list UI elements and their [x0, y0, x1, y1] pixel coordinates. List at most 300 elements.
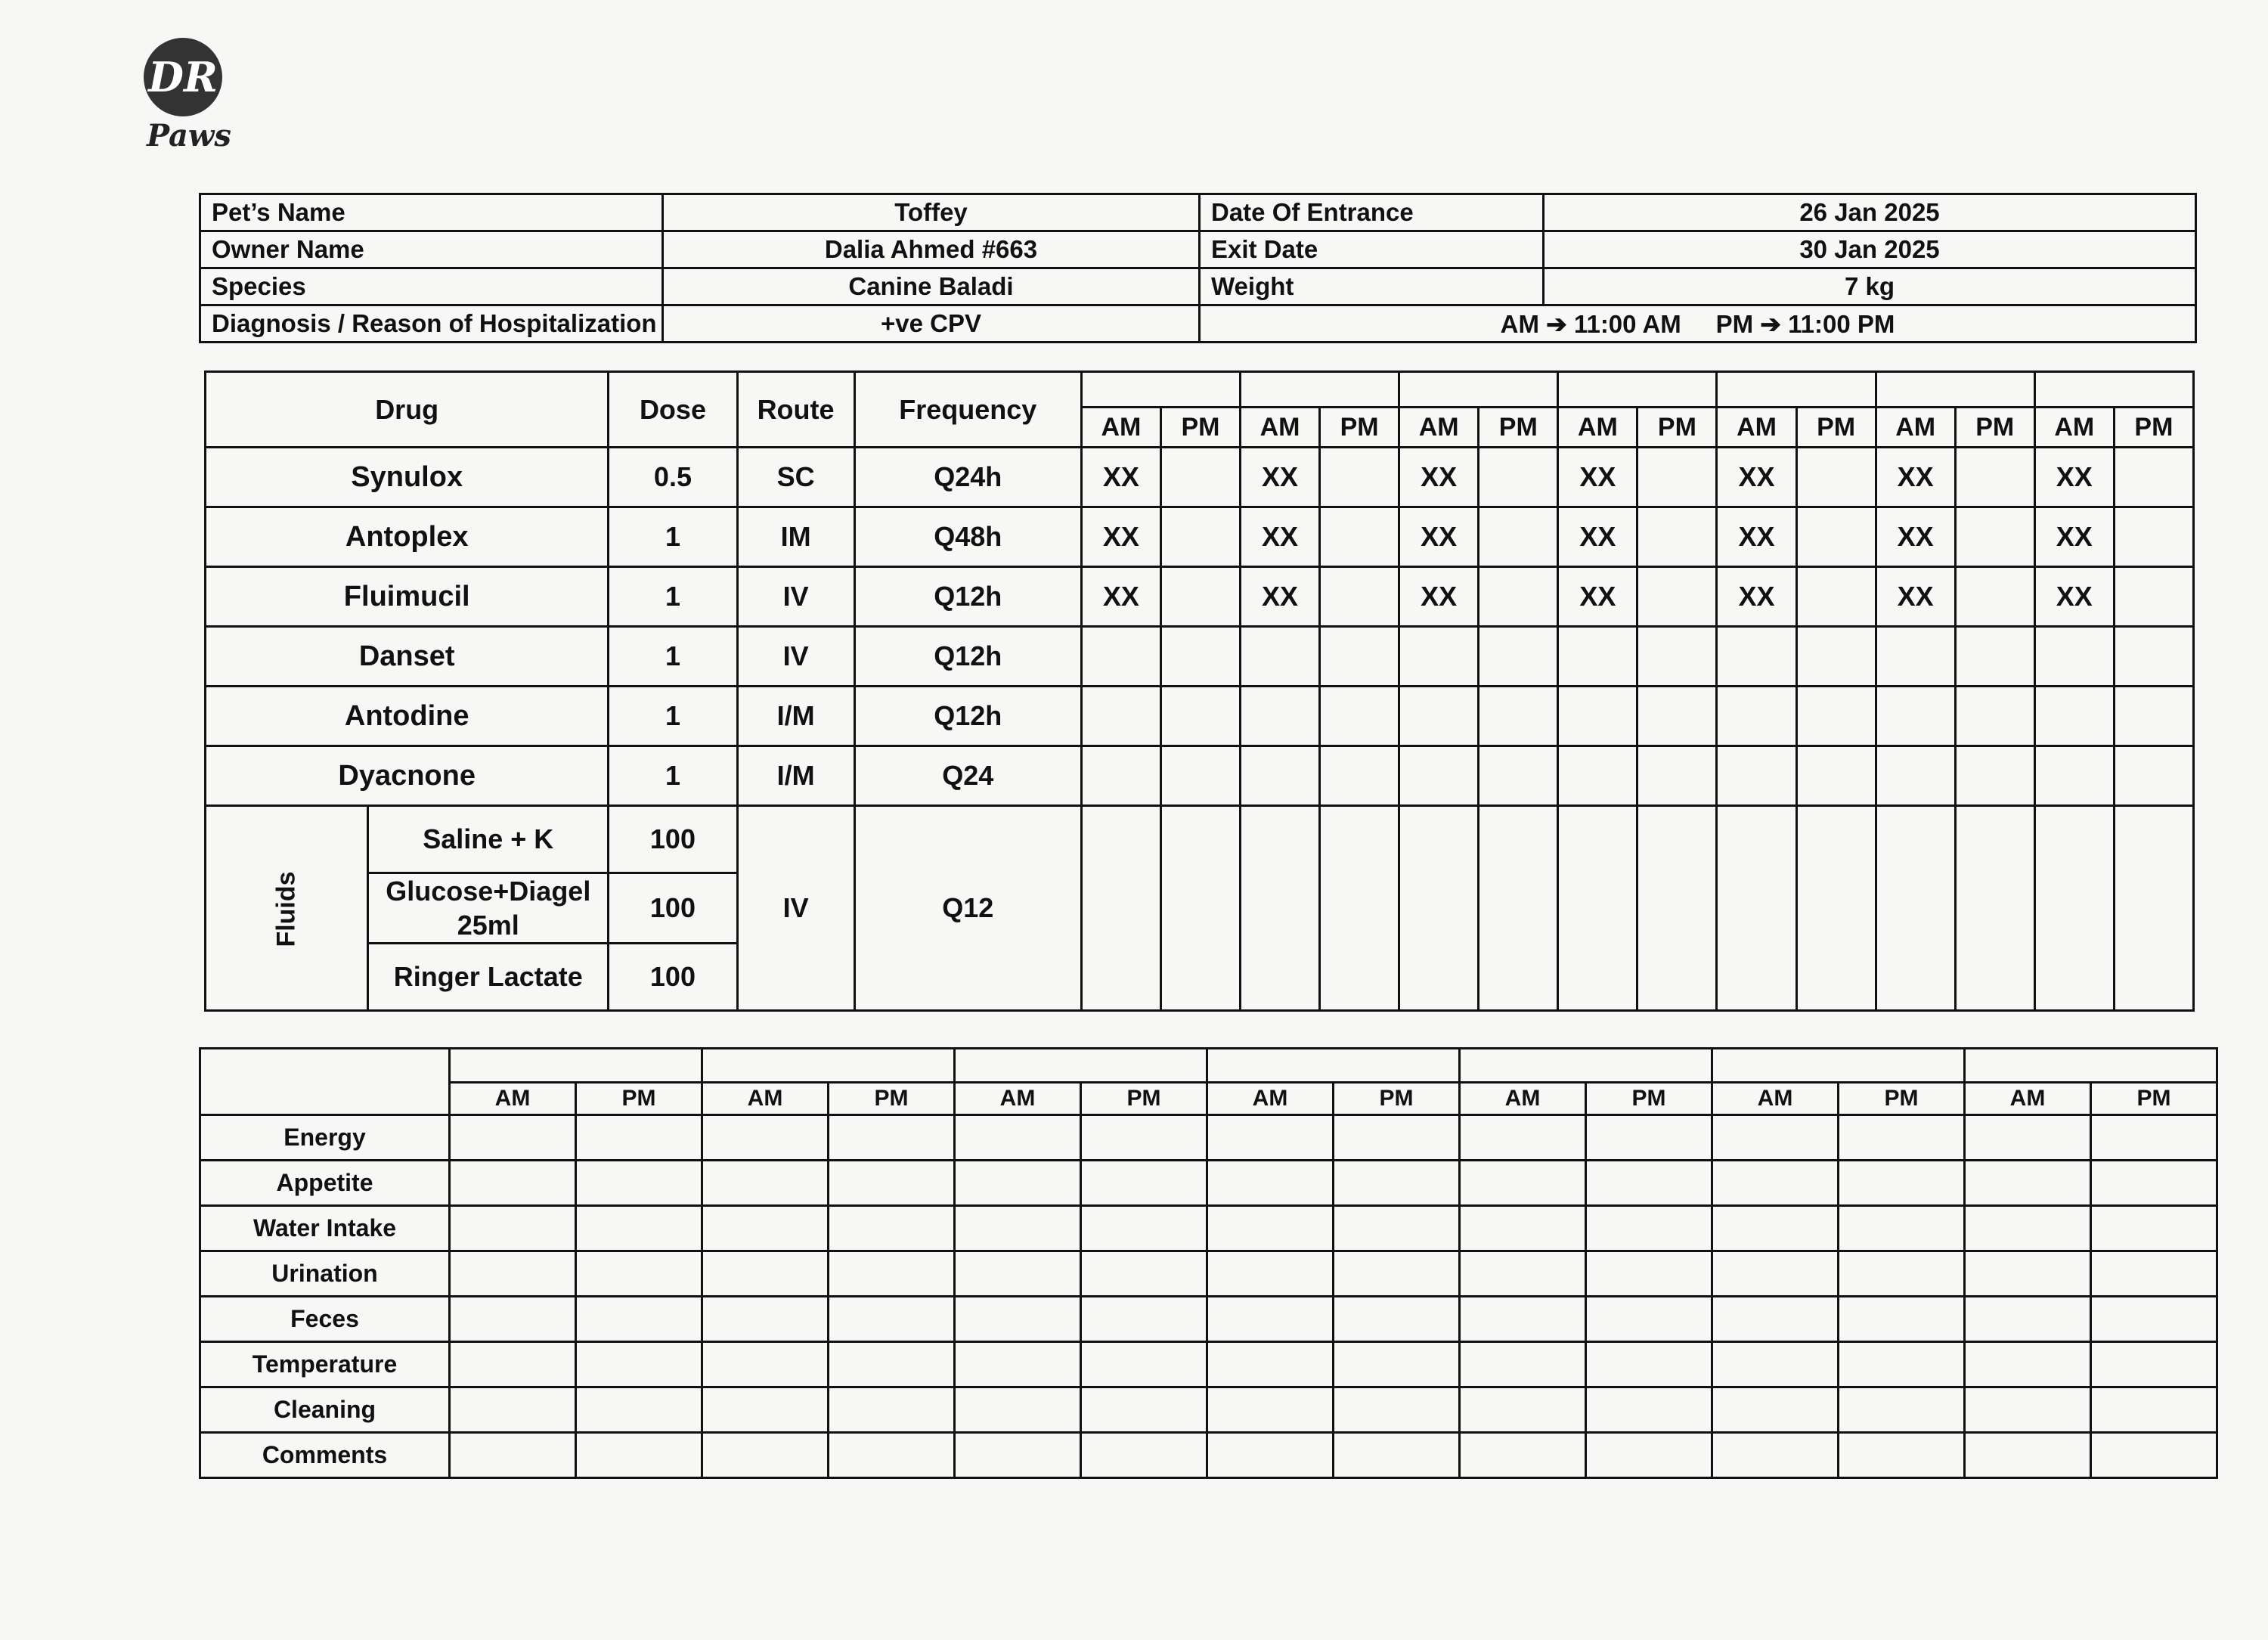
obs-row-label: Cleaning: [200, 1387, 450, 1433]
obs-entry-cell[interactable]: [1839, 1115, 1965, 1161]
drug-route: I/M: [737, 687, 854, 746]
obs-entry-cell[interactable]: [955, 1115, 1081, 1161]
obs-row-label: Appetite: [200, 1161, 450, 1206]
route-header: Route: [737, 372, 854, 448]
obs-entry-cell[interactable]: [1586, 1387, 1712, 1433]
pm-header: PM: [2114, 408, 2193, 448]
obs-entry-cell[interactable]: [1460, 1251, 1586, 1297]
am-header: AM: [1399, 408, 1479, 448]
dose-check-cell[interactable]: [2114, 448, 2193, 507]
dose-check-cell[interactable]: [2114, 627, 2193, 687]
dose-check-cell[interactable]: XX: [1558, 567, 1637, 627]
dose-check-cell[interactable]: XX: [1081, 507, 1160, 567]
dose-check-cell[interactable]: XX: [1558, 448, 1637, 507]
dose-check-cell[interactable]: [1717, 687, 1796, 746]
dose-check-cell[interactable]: [1241, 627, 1320, 687]
dose-check-cell[interactable]: [1399, 687, 1479, 746]
dose-check-cell[interactable]: [1081, 627, 1160, 687]
dose-check-cell[interactable]: [1637, 567, 1717, 627]
dose-check-cell[interactable]: XX: [1241, 448, 1320, 507]
dose-check-cell[interactable]: [2034, 746, 2114, 806]
obs-entry-cell[interactable]: [955, 1342, 1081, 1387]
obs-entry-cell[interactable]: [702, 1342, 829, 1387]
obs-day-header[interactable]: [1460, 1049, 1712, 1083]
obs-entry-cell[interactable]: [450, 1433, 576, 1478]
obs-entry-cell[interactable]: [1965, 1206, 2091, 1251]
obs-entry-cell[interactable]: [955, 1297, 1081, 1342]
obs-entry-cell[interactable]: [1207, 1387, 1334, 1433]
dose-check-cell[interactable]: [1479, 567, 1558, 627]
obs-entry-cell[interactable]: [2091, 1251, 2217, 1297]
obs-entry-cell[interactable]: [450, 1251, 576, 1297]
drug-route: SC: [737, 448, 854, 507]
obs-entry-cell[interactable]: [1839, 1342, 1965, 1387]
fluid-check-cell[interactable]: [1955, 806, 2034, 1011]
fluid-check-cell[interactable]: [1558, 806, 1637, 1011]
obs-entry-cell[interactable]: [1839, 1161, 1965, 1206]
dose-check-cell[interactable]: XX: [1241, 567, 1320, 627]
obs-entry-cell[interactable]: [1839, 1206, 1965, 1251]
obs-entry-cell[interactable]: [1207, 1115, 1334, 1161]
obs-entry-cell[interactable]: [1586, 1251, 1712, 1297]
obs-entry-cell[interactable]: [2091, 1342, 2217, 1387]
fluid-check-cell[interactable]: [1637, 806, 1717, 1011]
obs-entry-cell[interactable]: [702, 1115, 829, 1161]
dose-check-cell[interactable]: [1558, 746, 1637, 806]
obs-entry-cell[interactable]: [1965, 1297, 2091, 1342]
fluid-dose: 100: [609, 873, 737, 944]
dose-check-cell[interactable]: [1160, 448, 1240, 507]
dose-check-cell[interactable]: [1320, 746, 1399, 806]
obs-entry-cell[interactable]: [1081, 1251, 1207, 1297]
obs-entry-cell[interactable]: [1334, 1297, 1460, 1342]
dose-check-cell[interactable]: XX: [1081, 448, 1160, 507]
drug-row: [206, 746, 2194, 806]
obs-row-label: Comments: [200, 1433, 450, 1478]
obs-entry-cell[interactable]: [702, 1297, 829, 1342]
obs-entry-cell[interactable]: [1586, 1297, 1712, 1342]
dose-check-cell[interactable]: XX: [1876, 507, 1955, 567]
day-header[interactable]: [1717, 372, 1876, 408]
day-header[interactable]: [1399, 372, 1558, 408]
obs-row: [200, 1115, 2217, 1161]
obs-entry-cell[interactable]: [1207, 1342, 1334, 1387]
obs-entry-cell[interactable]: [1460, 1433, 1586, 1478]
obs-entry-cell[interactable]: [1334, 1206, 1460, 1251]
obs-entry-cell[interactable]: [1207, 1251, 1334, 1297]
obs-entry-cell[interactable]: [829, 1115, 955, 1161]
drug-frequency: Q24h: [854, 448, 1081, 507]
obs-entry-cell[interactable]: [1586, 1115, 1712, 1161]
obs-entry-cell[interactable]: [1965, 1251, 2091, 1297]
fluid-name: Glucose+Diagel 25ml: [368, 873, 609, 944]
obs-entry-cell[interactable]: [1712, 1206, 1839, 1251]
dose-check-cell[interactable]: XX: [1717, 567, 1796, 627]
obs-entry-cell[interactable]: [576, 1161, 702, 1206]
pm-header: PM: [1796, 408, 1876, 448]
dose-check-cell[interactable]: [1160, 507, 1240, 567]
exit-label: Exit Date: [1200, 231, 1544, 268]
obs-entry-cell[interactable]: [1460, 1206, 1586, 1251]
obs-entry-cell[interactable]: [702, 1206, 829, 1251]
obs-day-header[interactable]: [1965, 1049, 2217, 1083]
obs-entry-cell[interactable]: [955, 1161, 1081, 1206]
dose-check-cell[interactable]: [1637, 507, 1717, 567]
dose-check-cell[interactable]: [1241, 687, 1320, 746]
obs-am-header: AM: [955, 1083, 1081, 1115]
drug-route: IV: [737, 627, 854, 687]
obs-row: [200, 1161, 2217, 1206]
obs-entry-cell[interactable]: [1712, 1161, 1839, 1206]
obs-entry-cell[interactable]: [955, 1433, 1081, 1478]
dose-check-cell[interactable]: [1876, 627, 1955, 687]
obs-row: [200, 1387, 2217, 1433]
dose-check-cell[interactable]: XX: [1876, 567, 1955, 627]
obs-entry-cell[interactable]: [576, 1251, 702, 1297]
dose-check-cell[interactable]: [1637, 746, 1717, 806]
fluid-check-cell[interactable]: [1160, 806, 1240, 1011]
dose-check-cell[interactable]: [1876, 687, 1955, 746]
drug-dose: 1: [609, 627, 737, 687]
obs-entry-cell[interactable]: [702, 1387, 829, 1433]
dose-check-cell[interactable]: [1320, 507, 1399, 567]
obs-entry-cell[interactable]: [702, 1161, 829, 1206]
obs-entry-cell[interactable]: [576, 1342, 702, 1387]
drug-frequency: Q12h: [854, 627, 1081, 687]
owner-value: Dalia Ahmed #663: [663, 231, 1200, 268]
species-label: Species: [200, 268, 663, 305]
dose-check-cell[interactable]: [1479, 507, 1558, 567]
obs-entry-cell[interactable]: [576, 1297, 702, 1342]
obs-entry-cell[interactable]: [1081, 1433, 1207, 1478]
dose-check-cell[interactable]: XX: [1717, 507, 1796, 567]
obs-entry-cell[interactable]: [1334, 1342, 1460, 1387]
dose-check-cell[interactable]: [1479, 448, 1558, 507]
drug-dose: 1: [609, 567, 737, 627]
weight-label: Weight: [1200, 268, 1544, 305]
dose-check-cell[interactable]: XX: [1399, 507, 1479, 567]
obs-day-header[interactable]: [955, 1049, 1207, 1083]
obs-entry-cell[interactable]: [1081, 1297, 1207, 1342]
obs-entry-cell[interactable]: [2091, 1387, 2217, 1433]
obs-entry-cell[interactable]: [1965, 1342, 2091, 1387]
obs-entry-cell[interactable]: [1460, 1387, 1586, 1433]
obs-entry-cell[interactable]: [1207, 1206, 1334, 1251]
medication-table: [204, 370, 2195, 1012]
obs-entry-cell[interactable]: [2091, 1433, 2217, 1478]
obs-entry-cell[interactable]: [1460, 1342, 1586, 1387]
fluid-check-cell[interactable]: [1241, 806, 1320, 1011]
obs-entry-cell[interactable]: [1712, 1115, 1839, 1161]
fluids-label-text: Fluids: [271, 871, 301, 947]
obs-entry-cell[interactable]: [829, 1387, 955, 1433]
obs-row-label: Energy: [200, 1115, 450, 1161]
obs-entry-cell[interactable]: [1586, 1342, 1712, 1387]
drug-frequency: Q24: [854, 746, 1081, 806]
obs-entry-cell[interactable]: [2091, 1115, 2217, 1161]
obs-am-header: AM: [1207, 1083, 1334, 1115]
dose-check-cell[interactable]: [1796, 567, 1876, 627]
obs-entry-cell[interactable]: [702, 1433, 829, 1478]
drug-name: Dyacnone: [206, 746, 609, 806]
am-header: AM: [1081, 408, 1160, 448]
obs-entry-cell[interactable]: [576, 1206, 702, 1251]
dose-header: Dose: [609, 372, 737, 448]
dose-check-cell[interactable]: [1160, 687, 1240, 746]
dose-check-cell[interactable]: [1637, 627, 1717, 687]
drug-name: Danset: [206, 627, 609, 687]
drug-row: [206, 567, 2194, 627]
dose-check-cell[interactable]: XX: [2034, 507, 2114, 567]
obs-entry-cell[interactable]: [1712, 1433, 1839, 1478]
obs-entry-cell[interactable]: [1839, 1297, 1965, 1342]
fluid-row: [206, 806, 2194, 873]
obs-entry-cell[interactable]: [1965, 1161, 2091, 1206]
dose-check-cell[interactable]: [1558, 627, 1637, 687]
pm-header: PM: [1479, 408, 1558, 448]
dose-check-cell[interactable]: [2114, 687, 2193, 746]
obs-entry-cell[interactable]: [1081, 1206, 1207, 1251]
obs-entry-cell[interactable]: [1586, 1161, 1712, 1206]
dose-check-cell[interactable]: [1558, 687, 1637, 746]
day-header[interactable]: [1081, 372, 1240, 408]
obs-entry-cell[interactable]: [1334, 1433, 1460, 1478]
obs-entry-cell[interactable]: [450, 1115, 576, 1161]
dose-check-cell[interactable]: [1876, 746, 1955, 806]
obs-entry-cell[interactable]: [450, 1342, 576, 1387]
obs-entry-cell[interactable]: [1586, 1433, 1712, 1478]
dose-check-cell[interactable]: [1081, 746, 1160, 806]
fluids-label: [206, 806, 368, 1011]
obs-entry-cell[interactable]: [1207, 1161, 1334, 1206]
dose-check-cell[interactable]: XX: [1399, 567, 1479, 627]
obs-entry-cell[interactable]: [829, 1297, 955, 1342]
obs-row-label: Temperature: [200, 1342, 450, 1387]
obs-entry-cell[interactable]: [576, 1387, 702, 1433]
obs-entry-cell[interactable]: [576, 1433, 702, 1478]
drug-dose: 0.5: [609, 448, 737, 507]
obs-entry-cell[interactable]: [1712, 1297, 1839, 1342]
obs-entry-cell[interactable]: [1081, 1115, 1207, 1161]
am-header: AM: [1876, 408, 1955, 448]
dose-check-cell[interactable]: [1955, 746, 2034, 806]
dose-check-cell[interactable]: [1796, 507, 1876, 567]
am-header: AM: [2034, 408, 2114, 448]
obs-entry-cell[interactable]: [829, 1206, 955, 1251]
pm-header: PM: [1160, 408, 1240, 448]
obs-entry-cell[interactable]: [450, 1297, 576, 1342]
drug-row: [206, 687, 2194, 746]
obs-entry-cell[interactable]: [450, 1387, 576, 1433]
dose-check-cell[interactable]: [1241, 746, 1320, 806]
obs-entry-cell[interactable]: [1334, 1251, 1460, 1297]
obs-am-header: AM: [1460, 1083, 1586, 1115]
obs-entry-cell[interactable]: [1207, 1433, 1334, 1478]
day-header[interactable]: [1241, 372, 1399, 408]
day-header[interactable]: [1876, 372, 2034, 408]
obs-pm-header: PM: [1586, 1083, 1712, 1115]
obs-entry-cell[interactable]: [1839, 1433, 1965, 1478]
drug-name: Synulox: [206, 448, 609, 507]
dose-check-cell[interactable]: XX: [1558, 507, 1637, 567]
obs-row-label: Water Intake: [200, 1206, 450, 1251]
obs-entry-cell[interactable]: [1586, 1206, 1712, 1251]
dose-check-cell[interactable]: XX: [1876, 448, 1955, 507]
dose-check-cell[interactable]: [1717, 746, 1796, 806]
obs-pm-header: PM: [576, 1083, 702, 1115]
dose-check-cell[interactable]: [1955, 687, 2034, 746]
obs-day-header[interactable]: [450, 1049, 702, 1083]
dose-check-cell[interactable]: XX: [2034, 448, 2114, 507]
fluid-frequency: Q12: [854, 806, 1081, 1011]
dose-check-cell[interactable]: [1320, 627, 1399, 687]
dose-check-cell[interactable]: [2114, 507, 2193, 567]
pm-header: PM: [1637, 408, 1717, 448]
dose-check-cell[interactable]: [1160, 627, 1240, 687]
obs-pm-header: PM: [1334, 1083, 1460, 1115]
obs-day-header[interactable]: [1712, 1049, 1965, 1083]
fluid-check-cell[interactable]: [2034, 806, 2114, 1011]
pet-name-label: Pet’s Name: [200, 194, 663, 231]
dose-check-cell[interactable]: [1320, 687, 1399, 746]
dose-check-cell[interactable]: [1399, 746, 1479, 806]
dose-check-cell[interactable]: [1160, 567, 1240, 627]
dose-check-cell[interactable]: [1796, 746, 1876, 806]
dose-check-cell[interactable]: [1955, 448, 2034, 507]
obs-entry-cell[interactable]: [1712, 1342, 1839, 1387]
dose-check-cell[interactable]: [1479, 627, 1558, 687]
obs-row: [200, 1297, 2217, 1342]
obs-entry-cell[interactable]: [955, 1251, 1081, 1297]
day-header[interactable]: [2034, 372, 2193, 408]
obs-entry-cell[interactable]: [1081, 1342, 1207, 1387]
dose-check-cell[interactable]: [1717, 627, 1796, 687]
dose-check-cell[interactable]: [1081, 687, 1160, 746]
fluid-check-cell[interactable]: [1399, 806, 1479, 1011]
obs-entry-cell[interactable]: [1712, 1387, 1839, 1433]
dose-check-cell[interactable]: [1479, 687, 1558, 746]
obs-entry-cell[interactable]: [1839, 1387, 1965, 1433]
fluid-check-cell[interactable]: [1081, 806, 1160, 1011]
fluid-check-cell[interactable]: [1796, 806, 1876, 1011]
am-header: AM: [1241, 408, 1320, 448]
obs-day-header[interactable]: [702, 1049, 955, 1083]
obs-entry-cell[interactable]: [829, 1251, 955, 1297]
logo-text: Paws: [147, 118, 231, 153]
obs-entry-cell[interactable]: [1334, 1387, 1460, 1433]
drug-name: Fluimucil: [206, 567, 609, 627]
dose-check-cell[interactable]: [1399, 627, 1479, 687]
dose-check-cell[interactable]: [1637, 448, 1717, 507]
dose-check-cell[interactable]: [1796, 627, 1876, 687]
drug-route: I/M: [737, 746, 854, 806]
obs-row: [200, 1251, 2217, 1297]
obs-entry-cell[interactable]: [955, 1387, 1081, 1433]
obs-am-header: AM: [450, 1083, 576, 1115]
fluid-route: IV: [737, 806, 854, 1011]
fluid-check-cell[interactable]: [1717, 806, 1796, 1011]
dose-check-cell[interactable]: [2034, 627, 2114, 687]
drug-row: [206, 448, 2194, 507]
obs-entry-cell[interactable]: [1839, 1251, 1965, 1297]
obs-entry-cell[interactable]: [1460, 1115, 1586, 1161]
obs-entry-cell[interactable]: [829, 1433, 955, 1478]
dose-check-cell[interactable]: [2114, 746, 2193, 806]
dose-check-cell[interactable]: XX: [1241, 507, 1320, 567]
obs-entry-cell[interactable]: [2091, 1206, 2217, 1251]
dose-check-cell[interactable]: [1320, 448, 1399, 507]
dose-check-cell[interactable]: XX: [1717, 448, 1796, 507]
obs-entry-cell[interactable]: [1965, 1387, 2091, 1433]
fluid-dose: 100: [609, 806, 737, 873]
dose-check-cell[interactable]: XX: [1399, 448, 1479, 507]
obs-entry-cell[interactable]: [450, 1206, 576, 1251]
obs-entry-cell[interactable]: [1081, 1161, 1207, 1206]
owner-label: Owner Name: [200, 231, 663, 268]
dose-check-cell[interactable]: [1320, 567, 1399, 627]
day-header[interactable]: [1558, 372, 1717, 408]
obs-entry-cell[interactable]: [829, 1161, 955, 1206]
dose-check-cell[interactable]: XX: [1081, 567, 1160, 627]
dose-check-cell[interactable]: [1955, 507, 2034, 567]
dose-check-cell[interactable]: [2034, 687, 2114, 746]
dose-check-cell[interactable]: [2114, 567, 2193, 627]
obs-am-header: AM: [702, 1083, 829, 1115]
fluid-check-cell[interactable]: [1876, 806, 1955, 1011]
obs-entry-cell[interactable]: [2091, 1297, 2217, 1342]
fluid-check-cell[interactable]: [1320, 806, 1399, 1011]
pm-header: PM: [1320, 408, 1399, 448]
dose-check-cell[interactable]: [1796, 687, 1876, 746]
dose-check-cell[interactable]: [1479, 746, 1558, 806]
obs-entry-cell[interactable]: [1712, 1251, 1839, 1297]
pet-name-value: Toffey: [663, 194, 1200, 231]
drug-row: [206, 627, 2194, 687]
obs-entry-cell[interactable]: [2091, 1161, 2217, 1206]
obs-entry-cell[interactable]: [702, 1251, 829, 1297]
obs-row: [200, 1342, 2217, 1387]
exit-value: 30 Jan 2025: [1544, 231, 2196, 268]
dose-check-cell[interactable]: [1796, 448, 1876, 507]
obs-entry-cell[interactable]: [1965, 1115, 2091, 1161]
obs-entry-cell[interactable]: [829, 1342, 955, 1387]
obs-entry-cell[interactable]: [450, 1161, 576, 1206]
obs-entry-cell[interactable]: [1207, 1297, 1334, 1342]
dose-check-cell[interactable]: XX: [2034, 567, 2114, 627]
dose-check-cell[interactable]: [1955, 627, 2034, 687]
weight-value: 7 kg: [1544, 268, 2196, 305]
obs-entry-cell[interactable]: [1460, 1297, 1586, 1342]
obs-entry-cell[interactable]: [1965, 1433, 2091, 1478]
obs-entry-cell[interactable]: [955, 1206, 1081, 1251]
drug-dose: 1: [609, 687, 737, 746]
am-header: AM: [1717, 408, 1796, 448]
fluid-check-cell[interactable]: [2114, 806, 2193, 1011]
fluid-check-cell[interactable]: [1479, 806, 1558, 1011]
obs-day-header[interactable]: [1207, 1049, 1460, 1083]
dose-check-cell[interactable]: [1955, 567, 2034, 627]
obs-entry-cell[interactable]: [1334, 1115, 1460, 1161]
obs-entry-cell[interactable]: [1334, 1161, 1460, 1206]
obs-entry-cell[interactable]: [1081, 1387, 1207, 1433]
drug-route: IV: [737, 567, 854, 627]
obs-entry-cell[interactable]: [1460, 1161, 1586, 1206]
dose-check-cell[interactable]: [1637, 687, 1717, 746]
dose-check-cell[interactable]: [1160, 746, 1240, 806]
obs-pm-header: PM: [1839, 1083, 1965, 1115]
obs-entry-cell[interactable]: [576, 1115, 702, 1161]
obs-pm-header: PM: [2091, 1083, 2217, 1115]
